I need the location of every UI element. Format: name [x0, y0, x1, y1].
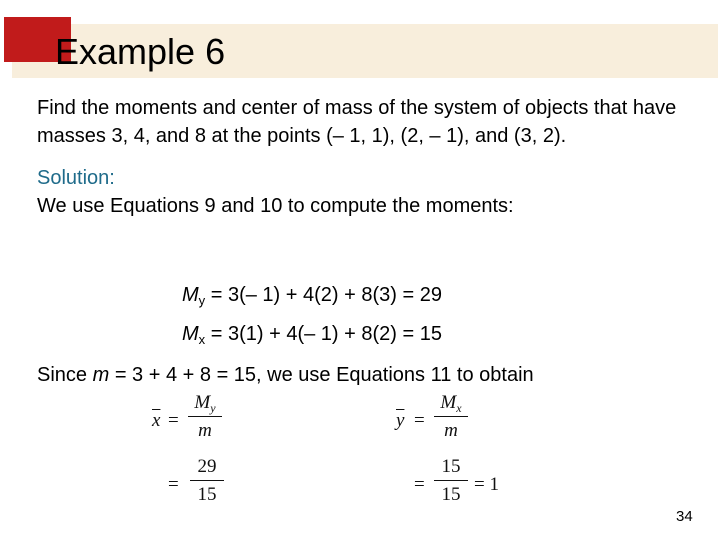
equals-one: = 1: [474, 474, 499, 495]
since-variable: m: [92, 364, 110, 386]
solution-label: Solution:: [37, 167, 115, 189]
page-number: 34: [676, 508, 693, 525]
numerator-symbol: M: [194, 392, 211, 413]
numerator: 15: [441, 456, 461, 477]
equals-sign: =: [168, 474, 179, 495]
solution-intro: We use Equations 9 and 10 to compute the moments:: [37, 195, 514, 217]
equals-sign: =: [414, 410, 425, 431]
fraction-my-over-m: [188, 392, 222, 442]
x-bar-symbol: $\overline{x}$: [152, 410, 161, 431]
since-statement: [37, 361, 534, 389]
numerator: 29: [197, 456, 217, 477]
fraction-29-over-15: [190, 456, 224, 506]
fraction-bar: [434, 480, 468, 481]
numerator-subscript: x: [456, 401, 462, 415]
denominator: m: [198, 420, 212, 441]
body-text: [37, 94, 697, 220]
fraction-mx-over-m: [434, 392, 468, 442]
moment-symbol: M: [182, 323, 199, 345]
fraction-bar: [188, 416, 222, 417]
y-bar-symbol: $\overline{y}$: [396, 410, 405, 431]
moment-y-equation: [182, 281, 442, 309]
numerator-symbol: M: [440, 392, 457, 413]
denominator: m: [444, 420, 458, 441]
moment-x-expression: = 3(1) + 4(– 1) + 8(2) = 15: [205, 323, 442, 345]
equals-sign: =: [168, 410, 179, 431]
moment-y-expression: = 3(– 1) + 4(2) + 8(3) = 29: [205, 284, 442, 306]
problem-statement: Find the moments and center of mass of the system of objects that have masses 3, 4, and 8 at the points (– 1, 1), (2, – 1), and (3, 2).: [37, 97, 677, 147]
since-pre: Since: [37, 364, 93, 386]
slide-title: Example 6: [55, 31, 226, 72]
fraction-15-over-15: [434, 456, 468, 506]
fraction-bar: [434, 416, 468, 417]
moment-x-equation: [182, 320, 442, 348]
moment-symbol: M: [182, 284, 199, 306]
moment-subscript: y: [198, 293, 206, 308]
fraction-bar: [190, 480, 224, 481]
moment-subscript: x: [198, 332, 206, 347]
denominator: 15: [441, 484, 461, 505]
since-post: = 3 + 4 + 8 = 15, we use Equations 11 to obtain: [109, 364, 534, 386]
denominator: 15: [197, 484, 217, 505]
numerator-subscript: y: [210, 401, 216, 415]
equals-sign: =: [414, 474, 425, 495]
